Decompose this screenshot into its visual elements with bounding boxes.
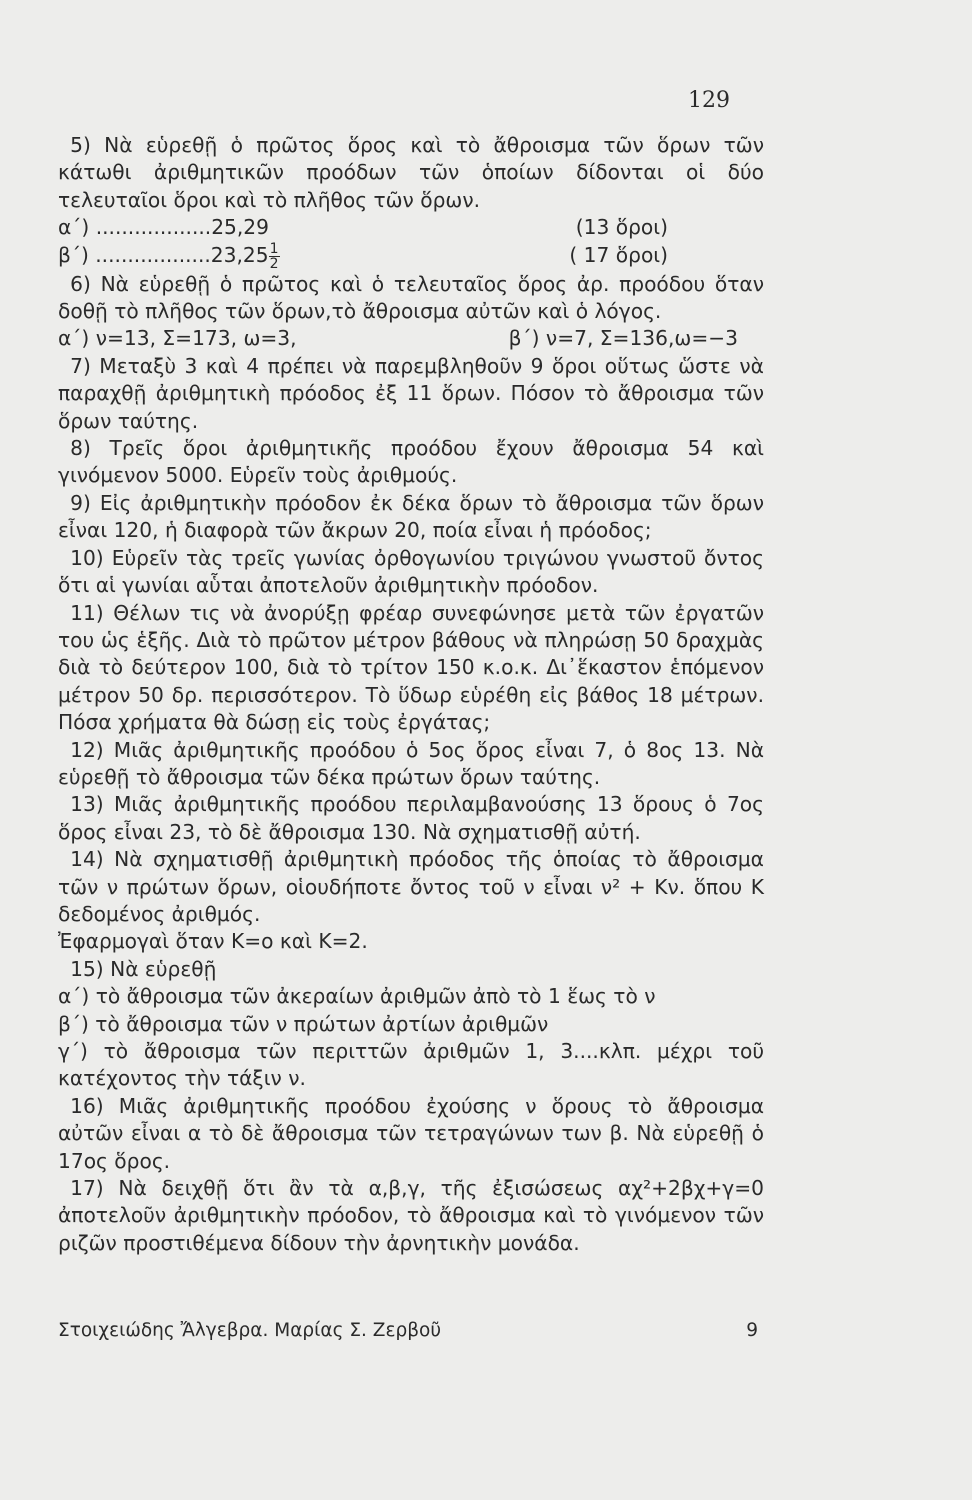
problem-5-row-b-left	[58, 242, 280, 271]
footer-signature-number: 9	[746, 1320, 758, 1341]
problem-6-values-a: α΄) ν=13, Σ=173, ω=3,	[58, 326, 297, 351]
problem-10-text: 10) Εὑρεῖν τὰς τρεῖς γωνίας ὀρθογωνίου τριγώνου γνωστοῦ ὄντος ὅτι αἱ γωνίαι αὗται ἀποτελοῦν ἀριθμητικὴν πρόοδον.	[58, 545, 764, 598]
problem-7-text: 7) Μεταξὺ 3 καὶ 4 πρέπει νὰ παρεμβληθοῦν 9 ὅροι οὕτως ὥστε νὰ παραχθῇ ἀριθμητικὴ πρόοδος ἐξ 11 ὅρων. Πόσον τὸ ἄθροισμα τῶν ὅρων ταύτης.	[58, 353, 764, 433]
problem-5-row-b-right: ( 17 ὅροι)	[569, 242, 668, 267]
problem-6-values-b: β΄) ν=7, Σ=136,ω=−3	[508, 326, 738, 351]
problem-5-row-b	[58, 242, 764, 271]
problem-12-text: 12) Μιᾶς ἀριθμητικῆς προόδου ὁ 5ος ὅρος εἶναι 7, ὁ 8ος 13. Νὰ εὑρεθῇ τὸ ἄθροισμα τῶν δέκα πρώτων ὅρων ταύτης.	[58, 737, 764, 789]
problem-9-text: 9) Εἰς ἀριθμητικὴν πρόοδον ἐκ δέκα ὅρων τὸ ἄθροισμα τῶν ὅρων εἶναι 120, ἡ διαφορὰ τῶν ἄκρων 20, ποία εἶναι ἡ πρόοδος;	[58, 490, 764, 543]
footer-book-title: Στοιχειώδης Ἄλγεβρα. Μαρίας Σ. Ζερβοῦ	[58, 1320, 442, 1341]
page-footer	[58, 1320, 764, 1341]
problem-13-text: 13) Μιᾶς ἀριθμητικῆς προόδου περιλαμβανούσης 13 ὅρους ὁ 7ος ὅρος εἶναι 23, τὸ δὲ ἄθροισμα 130. Νὰ σχηματισθῇ αὐτή.	[58, 792, 764, 844]
problem-5-row-a-right: (13 ὅροι)	[575, 215, 668, 240]
problem-16-text: 16) Μιᾶς ἀριθμητικῆς προόδου ἐχούσης ν ὅρους τὸ ἄθροισμα αὐτῶν εἶναι α τὸ δὲ ἄθροισμα τῶν τετραγώνων των β. Νὰ εὑρεθῇ ὁ 17ος ὅρος.	[58, 1093, 764, 1173]
problem-5-text: 5) Νὰ εὑρεθῇ ὁ πρῶτος ὅρος καὶ τὸ ἄθροισμα τῶν ὅρων τῶν κάτωθι ἀριθμητικῶν προόδων τῶν ὁποίων δίδονται οἱ δύο τελευταῖοι ὅροι καὶ τὸ πλῆθος τῶν ὅρων.	[58, 133, 764, 212]
problem-5-row-a	[58, 214, 764, 241]
problem-8-text: 8) Τρεῖς ὅροι ἀριθμητικῆς προόδου ἔχουν ἄθροισμα 54 καὶ γινόμενον 5000. Εὑρεῖν τοὺς ἀριθμούς.	[58, 436, 764, 488]
problem-6-text: 6) Νὰ εὑρεθῇ ὁ πρῶτος καὶ ὁ τελευταῖος ὅρος ἀρ. προόδου ὅταν δοθῇ τὸ πλῆθος τῶν ὅρων,τὸ ἄθροισμα αὐτῶν καὶ ὁ λόγος.	[58, 271, 764, 324]
exercise-list	[58, 132, 764, 1257]
problem-5-row-a-left: α΄) ..................25,29	[58, 215, 269, 240]
fraction-denominator: 2	[269, 255, 279, 272]
fraction	[269, 242, 280, 271]
problem-14-text: 14) Νὰ σχηματισθῇ ἀριθμητικὴ πρόοδος τῆς ὁποίας τὸ ἄθροισμα τῶν ν πρώτων ὅρων, οἱουδήποτε ὄντος τοῦ ν εἶναι ν² + Κν. ὅπου Κ δεδομένος ἀριθμός.	[58, 847, 764, 926]
problem-15-a: α΄) τὸ ἄθροισμα τῶν ἀκεραίων ἀριθμῶν ἀπὸ τὸ 1 ἕως τὸ ν	[58, 984, 656, 1009]
problem-17-text: 17) Νὰ δειχθῇ ὅτι ἂν τὰ α,β,γ, τῆς ἐξισώσεως αχ²+2βχ+γ=0 ἀποτελοῦν ἀριθμητικὴν πρόοδον, τὸ ἄθροισμα καὶ τὸ γινόμενον τῶν ριζῶν προστιθέμενα δίδουν τὴν ἀρνητικὴν μονάδα.	[58, 1176, 764, 1255]
problem-15-intro: 15) Νὰ εὑρεθῇ	[70, 956, 217, 981]
page-number: 129	[688, 88, 730, 113]
problem-15-b: β΄) τὸ ἄθροισμα τῶν ν πρώτων ἀρτίων ἀριθμῶν	[58, 1011, 549, 1036]
problem-6-values	[58, 325, 764, 352]
problem-5-row-b-value: β΄) ..................23,25	[58, 242, 269, 267]
fraction-numerator: 1	[269, 240, 279, 257]
problem-15-c: γ΄) τὸ ἄθροισμα τῶν περιττῶν ἀριθμῶν 1, 3....κλπ. μέχρι τοῦ κατέχοντος τὴν τάξιν ν.	[58, 1039, 764, 1091]
problem-11-text: 11) Θέλων τις νὰ ἀνορύξῃ φρέαρ συνεφώνησε μετὰ τῶν ἐργατῶν του ὡς ἑξῆς. Διὰ τὸ πρῶτον μέτρον βάθους νὰ πληρώσῃ 50 δραχμὰς διὰ τὸ δεύτερον 100, διὰ τὸ τρίτον 150 κ.ο.κ. Δι᾽ἕκαστον ἑπόμενον μέτρον 50 δρ. περισσότερον. Τὸ ὕδωρ εὑρέθη εἰς βάθος 18 μέτρων. Πόσα χρήματα θὰ δώσῃ εἰς τοὺς ἐργάτας;	[58, 600, 764, 735]
problem-14-applications: Ἐφαρμογαὶ ὅταν Κ=ο καὶ Κ=2.	[58, 929, 368, 954]
